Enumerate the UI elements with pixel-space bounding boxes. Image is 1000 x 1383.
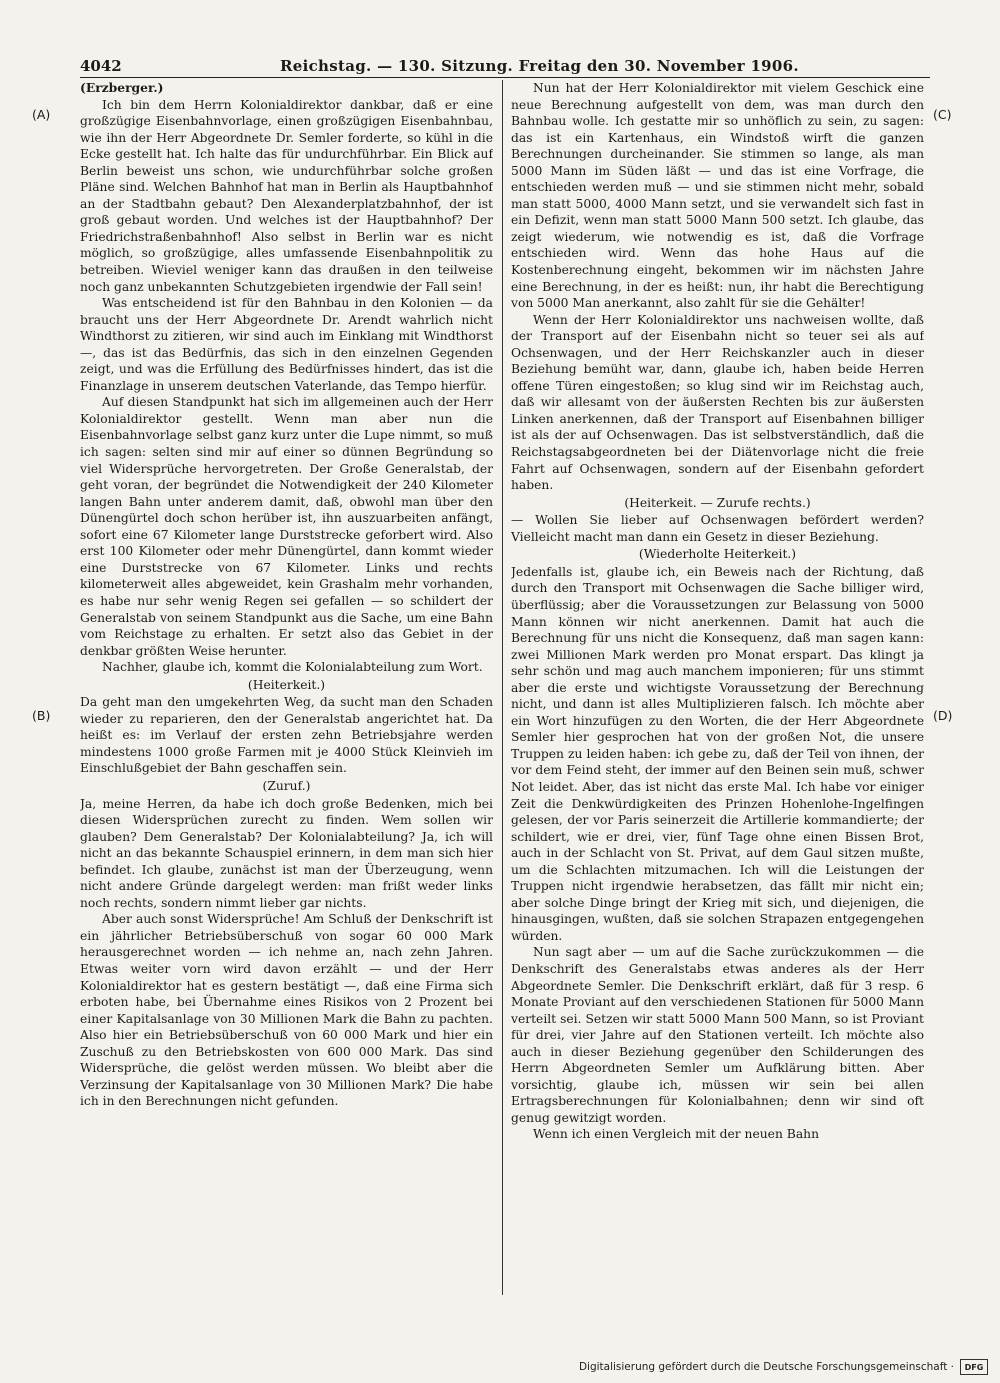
page-header — [80, 55, 930, 79]
paragraph: Aber auch sonst Widersprüche! Am Schluß der Denkschrift ist ein jährlicher Betriebsüberschuß von sogar 60 000 Mark herausgerechnet worden — ich nehme an, nach zehn Jahren. Etwas weiter vorn wird davon erzählt — und der Herr Kolonialdirektor hat es gestern bestätigt —, daß eine Firma sich erboten habe, bei Übernahme eines Risikos von 2 Prozent bei einer Kapitalsanlage von 30 Millionen Mark die Bahn zu pachten. Also hier ein Betriebsüberschuß von 60 000 Mark und hier ein Zuschuß zu den Betriebskosten von 600 000 Mark. Das sind Widersprüche, die gelöst werden müssen. Wo bleibt aber die Verzinsung der Kapitalsanlage von 30 Millionen Mark? Die habe ich in den Berechnungen nicht gefunden. — [80, 912, 493, 1109]
paragraph: Jedenfalls ist, glaube ich, ein Beweis nach der Richtung, daß durch den Transport mit Ochsenwagen die Sache billiger wird, überflüssig; aber die Voraussetzungen zur Belassung von 5000 Mann können wir nicht anerkennen. Damit hat auch die Berechnung für uns nicht die Konsequenz, daß man sagen kann: zwei Millionen Mark werden pro Monat erspart. Das klingt ja sehr schön und mag auch manchem imponieren; für uns stimmt aber die erste und wichtigste Voraussetzung der Berechnung nicht, und dann ist alles Multiplizieren falsch. Ich möchte aber ein Wort hinzufügen zu den Worten, die der Herr Abgeordnete Semler hier gesprochen hat von der großen Not, die unsere Truppen zu leiden haben: ich gebe zu, daß der Teil von ihnen, der vor dem Feind steht, der immer auf den Beinen sein muß, schwer Not leidet. Aber, das ist nicht das erste Mal. Ich habe vor einiger Zeit die Denkwürdigkeiten des Prinzen Hohenlohe-Ingelfingen gelesen, der vor Paris seinerzeit die Artillerie kommandierte; der schildert, wie er drei, vier, fünf Tage ohne einen Bissen Brot, auch in der Schlacht von St. Privat, auf dem Gaul sitzen mußte, um die Schlachten mitzumachen. Ich will die Leistungen der Truppen nicht irgendwie herabsetzen, das fällt mir nicht ein; aber solche Dinge bringt der Krieg mit sich, und diejenigen, die hinausgingen, wußten, daß sie solchen Strapazen entgegengehen würden. — [511, 564, 924, 943]
dfg-logo-icon: DFG — [960, 1359, 988, 1375]
page-number: 4042 — [80, 57, 122, 75]
speaker-name: (Erzberger.) — [80, 80, 164, 95]
margin-marker-a: (A) — [32, 107, 51, 122]
column-divider — [502, 80, 503, 1295]
paragraph: Da geht man den umgekehrten Weg, da sucht man den Schaden wieder zu reparieren, den der Generalstab angerichtet hat. Da heißt es: im Verlauf der ersten zehn Betriebsjahre werden mindestens 1000 große Farmen mit je 4000 Stück Kleinvieh im Einschlußgebiet der Bahn geschaffen sein. — [80, 695, 493, 776]
footer-text: Digitalisierung gefördert durch die Deutsche Forschungsgemeinschaft · — [578, 1361, 954, 1373]
paragraph: Ich bin dem Herrn Kolonialdirektor dankbar, daß er eine großzügige Eisenbahnvorlage, einen großzügigen Eisenbahnbau, wie ihn der Herr Abgeordnete Dr. Semler forderte, so kühl in die Ecke gestellt hat. Ich halte das für undurchführbar. Ein Blick auf Berlin beweist uns schon, wie undurchführbar solche großen Pläne sind. Welchen Bahnhof hat man in Berlin als Hauptbahnhof an der Stadtbahn gebaut? Den Alexanderplatzbahnhof, der ist groß gebaut worden. Und welches ist der Hauptbahnhof? Der Friedrichstraßenbahnhof! Also selbst in Berlin war es nicht möglich, so großzügige, alles umfassende Eisenbahnpolitik zu betreiben. Wieviel weniger kann das draußen in den teilweise noch ganz unbekannten Schutzgebieten irgendwie der Fall sein! — [80, 97, 493, 294]
paragraph: Nun hat der Herr Kolonialdirektor mit vielem Geschick eine neue Berechnung aufgestellt von dem, was man durch den Bahnbau wolle. Ich gestatte mir so unhöflich zu sein, zu sagen: das ist ein Kartenhaus, ein Windstoß wirft die ganzen Berechnungen durcheinander. Sie stimmen so lange, als man 5000 Mann im Süden läßt — und das ist eine Vorfrage, die entschieden werden muß — und sie stimmen nicht mehr, sobald man statt 5000, 4000 Mann setzt, und sie verwandelt sich fast in ein Defizit, wenn man statt 5000 Mann 500 setzt. Ich glaube, das zeigt wiederum, wie notwendig es ist, daß die Vorfrage entschieden wird. Wenn das hohe Haus auf die Kostenberechnung eingeht, bekommen wir im nächsten Jahre eine Berechnung, in der es heißt: nun, ihr habt die Berechtigung von 5000 Man anerkannt, also zahlt für sie die Gehälter! — [511, 81, 924, 311]
paragraph: Wenn ich einen Vergleich mit der neuen Bahn — [533, 1127, 819, 1142]
paragraph: Nachher, glaube ich, kommt die Kolonialabteilung zum Wort. — [102, 660, 483, 675]
paragraph: Ja, meine Herren, da habe ich doch große Bedenken, mich bei diesen Widersprüchen zurecht zu finden. Wem sollen wir glauben? Dem Generalstab? Der Kolonialabteilung? Ja, ich will nicht an das bekannte Schauspiel erinnern, in dem man sich hier befindet. Ich glaube, zunächst ist man der Überzeugung, wenn nicht andere Gründe dargelegt werden: man frißt weder links noch rechts, sondern nimmt lieber gar nichts. — [80, 796, 493, 910]
interjection: (Heiterkeit. — Zurufe rechts.) — [624, 495, 811, 510]
right-column — [511, 80, 924, 1295]
header-rule — [80, 77, 930, 78]
interjection: (Heiterkeit.) — [247, 677, 326, 692]
left-column — [80, 80, 493, 1295]
paragraph: Auf diesen Standpunkt hat sich im allgemeinen auch der Herr Kolonialdirektor gestellt. Wenn man aber nun die Eisenbahnvorlage selbst ganz kurz unter die Lupe nimmt, so muß ich sagen: selten sind mir auf einer so dünnen Begründung so viel Widersprüche hervorgetreten. Der Große Generalstab, der geht voran, der begründet die Notwendigkeit der 240 Kilometer langen Bahn unter anderem damit, daß, obwohl man über den Dünengürtel doch schon herüber ist, ihn auszuarbeiten anfängt, sofort eine 67 Kilometer lange Durststrecke geforbert wird. Also erst 100 Kilometer oder mehr Dünengürtel, dann kommt wieder eine Durststrecke von 67 Kilometer. Links und rechts kilometerweit alles abgeweidet, kein Grashalm mehr vorhanden, es habe nur sehr wenig Regen sei gefallen — so schildert der Generalstab von seinem Standpunkt aus die Sache, um eine Bahn vom Reichstage zu erhalten. Er setzt also das Gebiet in der denkbar größten Weise herunter. — [80, 395, 493, 658]
paragraph: Was entscheidend ist für den Bahnbau in den Kolonien — da braucht uns der Herr Abgeordnete Dr. Arendt wahrlich nicht Windthorst zu zitieren, wir sind auch im Einklang mit Windthorst —, das ist das Bedürfnis, das sich in den einzelnen Gegenden zeigt, und was die Erfüllung des Bedürfnisses hindert, das ist die Finanzlage in unserem deutschen Vaterlande, das Tempo hierfür. — [80, 296, 493, 393]
interjection: (Zuruf.) — [262, 778, 311, 793]
margin-marker-c: (C) — [933, 107, 952, 122]
margin-marker-b: (B) — [32, 708, 51, 723]
running-title: Reichstag. — 130. Sitzung. Freitag den 30. November 1906. — [280, 57, 799, 75]
paragraph: Nun sagt aber — um auf die Sache zurückzukommen — die Denkschrift des Generalstabs etwas anderes als der Herr Abgeordnete Semler. Die Denkschrift erklärt, daß für 3 resp. 6 Monate Proviant auf den verschiedenen Stationen für 5000 Mann verteilt sei. Setzen wir statt 5000 Mann 500 Mann, so ist Proviant für drei, vier Jahre auf den Stationen verteilt. Ich möchte also auch in dieser Beziehung gegenüber den Schilderungen des Herrn Abgeordneten Semler um Aufklärung bitten. Aber vorsichtig, glaube ich, müssen wir sein bei allen Ertragsberechnungen für Kolonialbahnen; denn wir sind oft genug gewitzigt worden. — [511, 945, 924, 1125]
margin-marker-d: (D) — [933, 708, 953, 723]
paragraph: — Wollen Sie lieber auf Ochsenwagen befördert werden? Vielleicht macht man dann ein Gesetz in dieser Beziehung. — [511, 513, 924, 544]
digitization-footer — [579, 1359, 988, 1375]
paragraph: Wenn der Herr Kolonialdirektor uns nachweisen wollte, daß der Transport auf der Eisenbahn nicht so teuer sei als auf Ochsenwagen, und der Herr Reichskanzler auch in dieser Beziehung bemüht war, dann, glaube ich, haben beide Herren offene Türen eingestoßen; so klug sind wir im Reichstag auch, daß wir allesamt von der äußersten Rechten bis zur äußersten Linken anerkennen, daß der Transport auf Eisenbahnen billiger ist als der auf Ochsenwagen. Das ist selbstverständlich, daß die Reichstagsabgeordneten bei der Diätenvorlage nicht die freie Fahrt auf Ochsenwagen, sondern auf der Eisenbahn gefordert haben. — [511, 312, 924, 493]
interjection: (Wiederholte Heiterkeit.) — [638, 547, 797, 562]
